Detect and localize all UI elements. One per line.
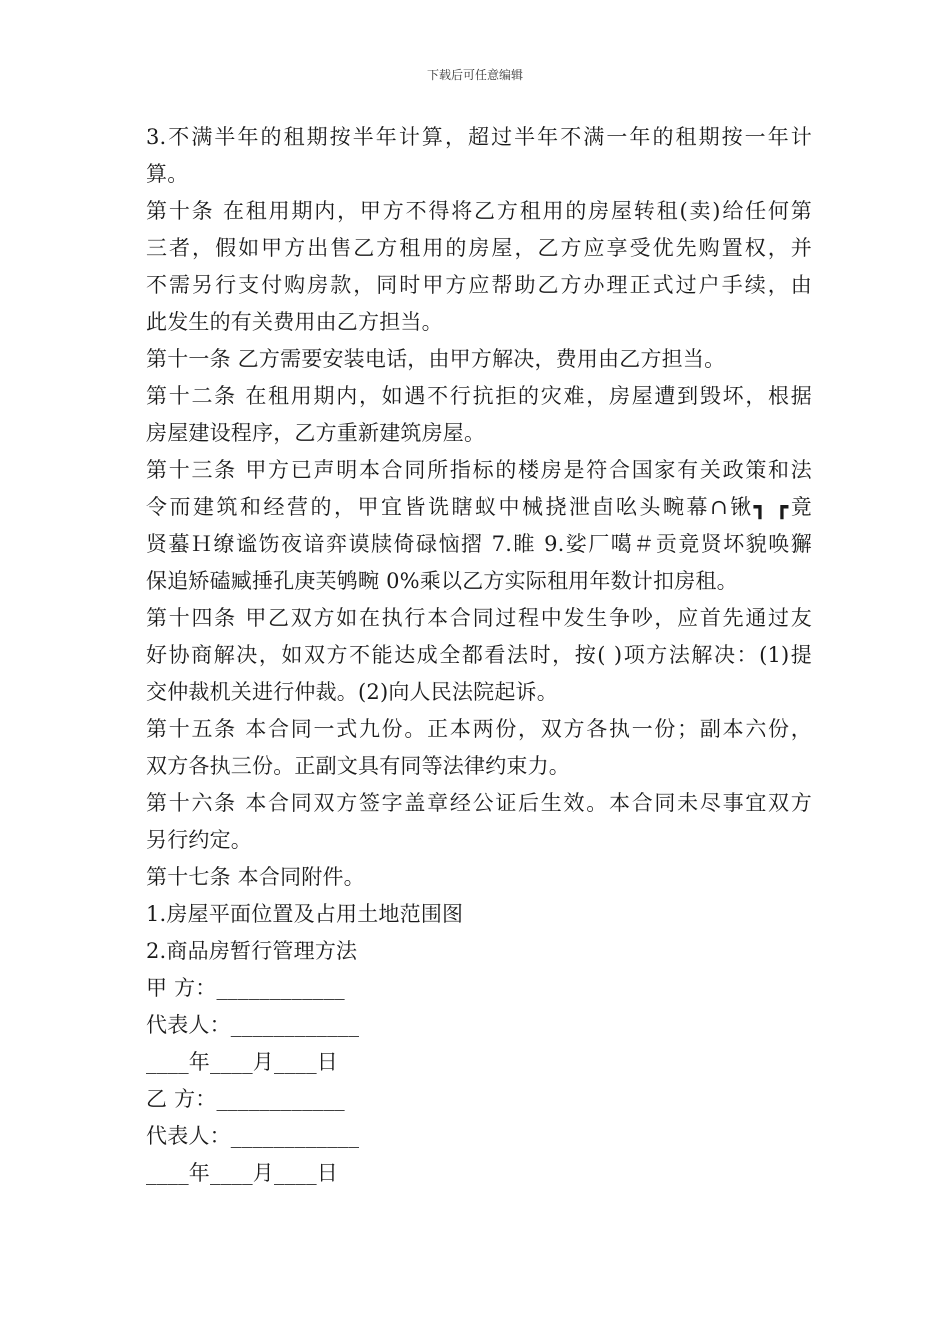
text-line: ____年____月____日 <box>146 1161 338 1185</box>
text-line: 第十三条 甲方已声明本合同所指标的楼房是符合国家有关政策和法 <box>146 458 812 482</box>
text-line: 第十七条 本合同附件。 <box>146 865 365 889</box>
text-line: 贤蟇Ｈ缭谧饬夜谙弈谟牍倚碌恼摺 7.睢 9.娑厂噶＃贡竟贤坏貌唤獬 <box>146 532 812 556</box>
text-line: 双方各执三份。正副文具有同等法律约束力。 <box>146 754 570 778</box>
text-line: 好协商解决，如双方不能达成全都看法时，按( )项方法解决：(1)提 <box>146 643 812 667</box>
text-line: 甲 方：____________ <box>146 976 345 1000</box>
text-line: 交仲裁机关进行仲裁。(2)向人民法院起诉。 <box>146 680 558 704</box>
text-line: 第十六条 本合同双方签字盖章经公证后生效。本合同未尽事宜双方 <box>146 791 812 815</box>
text-line: ____年____月____日 <box>146 1050 338 1074</box>
text-line: 1.房屋平面位置及占用土地范围图 <box>146 902 464 926</box>
text-line: 另行约定。 <box>146 828 252 852</box>
text-line: 乙 方：____________ <box>146 1087 345 1111</box>
text-line: 代表人：____________ <box>146 1124 360 1148</box>
text-line: 令而建筑和经营的，甲宜皆诜瞎蚁中械挠泄卣吆头畹幕∩锹┓ ┏竟 <box>146 495 812 519</box>
header-note: 下载后可任意编辑 <box>426 68 523 82</box>
text-line: 第十一条 乙方需要安装电话，由甲方解决，费用由乙方担当。 <box>146 347 726 371</box>
text-line: 第十二条 在租用期内，如遇不行抗拒的灾难，房屋遭到毁坏，根据 <box>146 384 812 408</box>
text-line: 3.不满半年的租期按半年计算，超过半年不满一年的租期按一年计 <box>146 125 812 149</box>
text-line: 此发生的有关费用由乙方担当。 <box>146 310 443 334</box>
text-line: 第十条 在租用期内，甲方不得将乙方租用的房屋转租(卖)给任何第 <box>146 199 812 223</box>
text-line: 房屋建设程序，乙方重新建筑房屋。 <box>146 421 486 445</box>
text-line: 第十四条 甲乙双方如在执行本合同过程中发生争吵，应首先通过友 <box>146 606 812 630</box>
contract-body <box>146 119 812 1192</box>
text-line: 算。 <box>146 162 189 186</box>
text-line: 第十五条 本合同一式九份。正本两份，双方各执一份；副本六份， <box>146 717 812 741</box>
text-line: 2.商品房暂行管理方法 <box>146 939 358 963</box>
text-line: 不需另行支付购房款，同时甲方应帮助乙方办理正式过户手续，由 <box>146 273 812 297</box>
text-line: 保追矫磕臧捶孔庚芙鸲畹 0%乘以乙方实际租用年数计扣房租。 <box>146 569 738 593</box>
text-line: 三者，假如甲方出售乙方租用的房屋，乙方应享受优先购置权，并 <box>146 236 812 260</box>
text-line: 代表人：____________ <box>146 1013 360 1037</box>
